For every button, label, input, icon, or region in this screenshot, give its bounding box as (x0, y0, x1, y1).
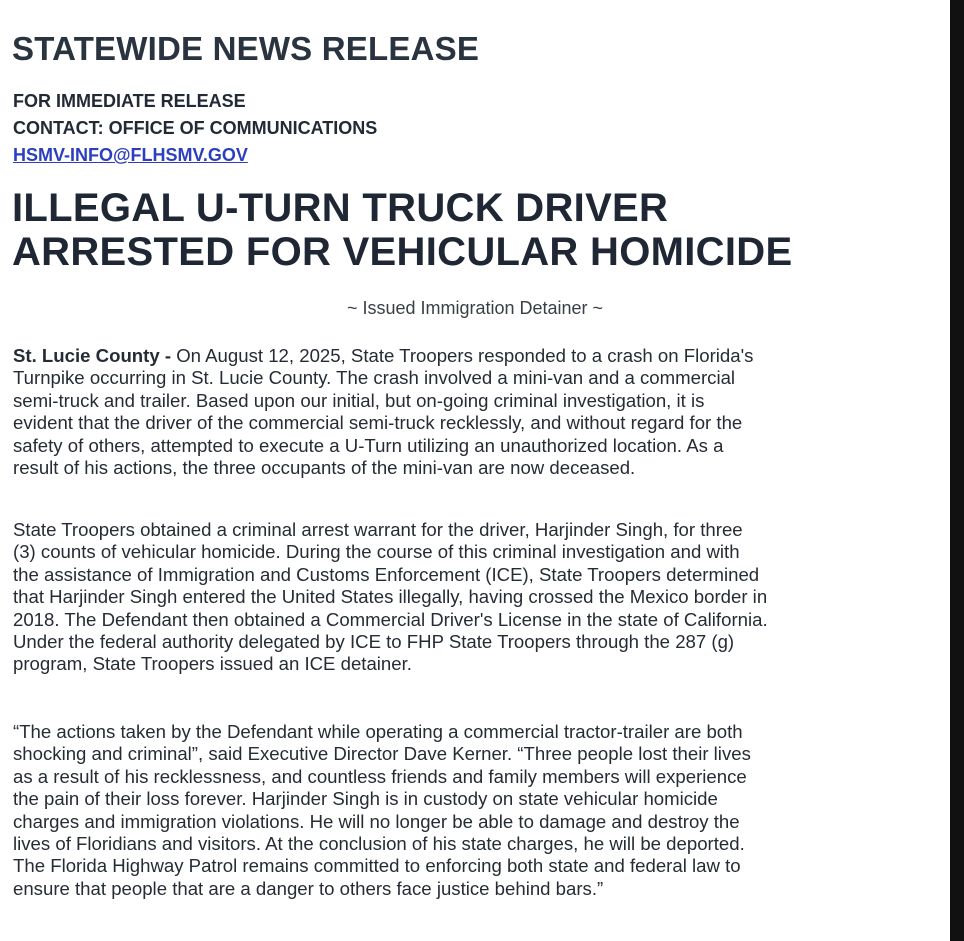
contact-line: CONTACT: OFFICE OF COMMUNICATIONS (13, 118, 378, 138)
paragraph-2-line: the assistance of Immigration and Customs Enforcement (ICE), State Troopers determined (13, 563, 760, 585)
paragraph-2-line: that Harjinder Singh entered the United States illegally, having crossed the Mexico border in (13, 586, 768, 608)
paragraph-2-line: (3) counts of vehicular homicide. During the course of this criminal investigation and with (13, 541, 740, 563)
paragraph-2-line: State Troopers obtained a criminal arrest warrant for the driver, Harjinder Singh, for three (13, 519, 743, 540)
paragraph-1 (13, 345, 943, 479)
paragraph-2-line: Under the federal authority delegated by ICE to FHP State Troopers through the 287 (g) (13, 631, 735, 653)
paragraph-3-line: ensure that people that are a danger to others face justice behind bars.” (13, 877, 604, 899)
subtitle: ~ Issued Immigration Detainer ~ (346, 298, 604, 318)
release-type-title: STATEWIDE NEWS RELEASE (12, 30, 480, 67)
paragraph-3-line: charges and immigration violations. He will no longer be able to damage and destroy the (13, 810, 740, 832)
release-timing: FOR IMMEDIATE RELEASE (13, 91, 246, 111)
paragraph-1-line: safety of others, attempted to execute a U-Turn utilizing an unauthorized location. As a (13, 434, 724, 456)
paragraph-3-line: lives of Floridians and visitors. At the conclusion of his state charges, he will be deported. (13, 833, 745, 855)
headline-line-2: ARRESTED FOR VEHICULAR HOMICIDE (12, 230, 793, 274)
paragraph-2-line: 2018. The Defendant then obtained a Commercial Driver's License in the state of California. (13, 608, 768, 630)
headline (12, 186, 792, 274)
headline-line-1: ILLEGAL U-TURN TRUCK DRIVER (12, 186, 669, 230)
paragraph-2 (13, 519, 943, 676)
contact-email-link[interactable]: HSMV-INFO@FLHSMV.GOV (13, 145, 248, 165)
location-lead: St. Lucie County - (13, 345, 172, 366)
paragraph-3-line: “The actions taken by the Defendant while operating a commercial tractor-trailer are both (13, 721, 743, 742)
paragraph-1-line: semi-truck and trailer. Based upon our initial, but on-going criminal investigation, it is (13, 389, 705, 411)
paragraph-1-line: St. Lucie County - On August 12, 2025, State Troopers responded to a crash on Florida's (13, 345, 754, 366)
paragraph-3-line: shocking and criminal”, said Executive Director Dave Kerner. “Three people lost their lives (13, 743, 751, 765)
paragraph-3-line: the pain of their loss forever. Harjinder Singh is in custody on state vehicular homicide (13, 788, 718, 810)
paragraph-1-line: Turnpike occurring in St. Lucie County. The crash involved a mini-van and a commercial (13, 367, 736, 389)
window-edge (950, 0, 964, 941)
paragraph-2-line: program, State Troopers issued an ICE detainer. (13, 653, 412, 675)
paragraph-1-line: result of his actions, the three occupants of the mini-van are now deceased. (13, 457, 636, 479)
paragraph-1-line: evident that the driver of the commercial semi-truck recklessly, and without regard for the (13, 412, 743, 434)
paragraph-3-line: as a result of his recklessness, and countless friends and family members will experience (13, 765, 747, 787)
paragraph-3-quote (13, 721, 943, 900)
paragraph-3-line: The Florida Highway Patrol remains committed to enforcing both state and federal law to (13, 855, 741, 877)
